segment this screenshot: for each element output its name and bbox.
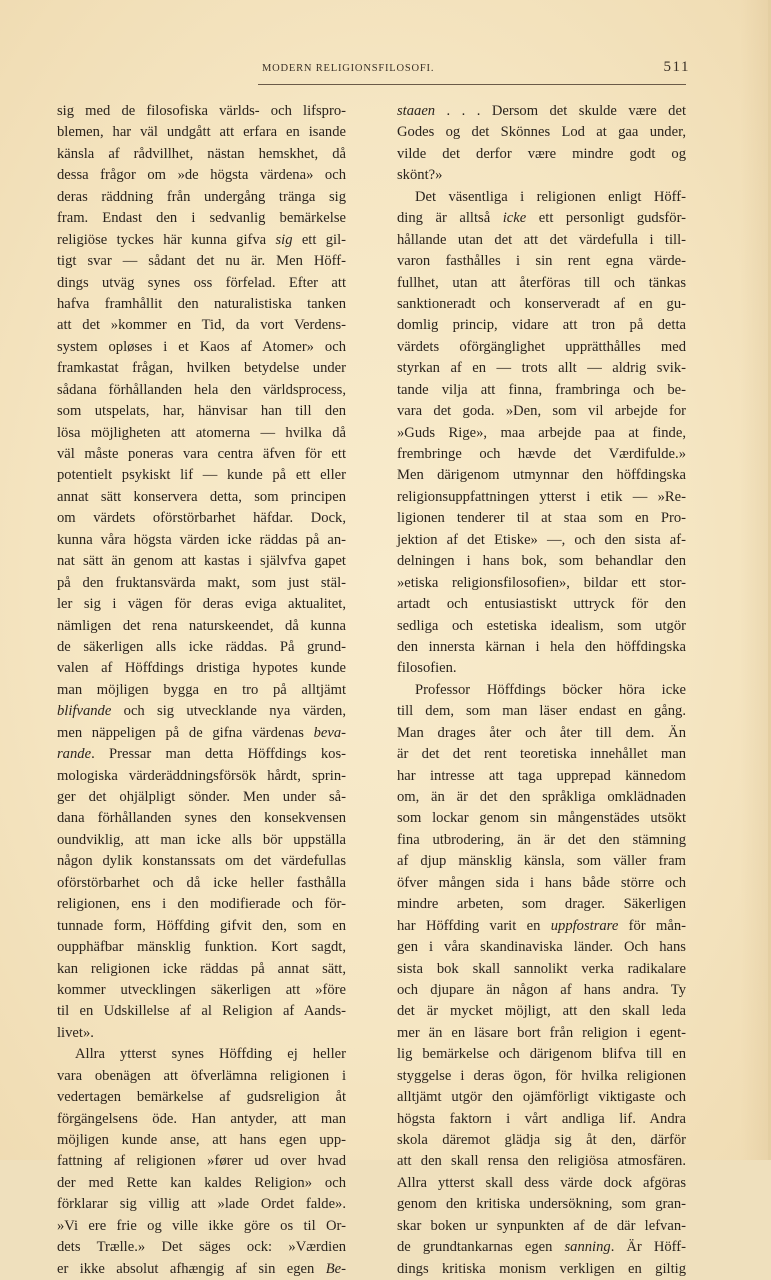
text-line — [57, 508, 346, 529]
text-run: fina utbrodering, än är det den stämning — [397, 831, 686, 848]
text-line — [397, 916, 686, 937]
text-run: nat sätt än genom att kastas i självfva gapet — [57, 553, 346, 570]
text-line — [397, 337, 686, 358]
text-line — [57, 1066, 346, 1087]
text-line — [397, 294, 686, 315]
text-run: att det »kommer en Tid, da vort Verdens- — [57, 317, 346, 334]
text-run: lig bemärkelse och därigenom blifva till en — [397, 1046, 686, 1063]
text-run: frembringe och hævde det Værdifulde.» — [397, 446, 686, 462]
text-line — [57, 251, 346, 272]
text-line — [397, 187, 686, 208]
text-line — [397, 530, 686, 551]
text-line — [397, 208, 686, 229]
text-run: framkastat frågan, hvilken betydelse under — [57, 360, 346, 377]
text-run: vara obenägen att öfverlämna religionen i — [57, 1067, 346, 1084]
text-line — [57, 573, 346, 594]
text-line — [57, 616, 346, 637]
text-run: Professor Höffdings böcker höra icke — [415, 681, 686, 698]
text-line — [57, 744, 346, 765]
text-line — [397, 465, 686, 486]
text-line — [397, 1109, 686, 1130]
text-run: oförstörbarhet och då icke heller fasthålla — [57, 874, 346, 891]
text-run: om, än är det den språkliga omklädnaden — [397, 789, 686, 805]
text-run: religiöse tyckes här kunna gifva — [57, 231, 276, 248]
text-run: ligionen tenderer til at staa som en Pro- — [397, 510, 686, 527]
text-line — [57, 701, 346, 722]
text-line — [397, 251, 686, 272]
text-line — [57, 916, 346, 937]
italic-run: beva- — [313, 724, 346, 741]
text-run: der med Rette kan kaldes Religion» och — [57, 1174, 346, 1191]
italic-run: blifvande — [57, 703, 112, 720]
text-line — [397, 122, 686, 143]
text-line — [57, 808, 346, 829]
running-title: MODERN RELIGIONSFILOSOFI. — [262, 63, 435, 74]
text-line — [57, 487, 346, 508]
text-run: men näppeligen på de gifna värdenas — [57, 724, 314, 741]
text-line — [57, 787, 346, 808]
text-run: Allra ytterst synes Höffding ej heller — [75, 1046, 346, 1063]
text-line — [57, 551, 346, 572]
text-run: öfver mången sida i hans både större och — [397, 874, 686, 891]
text-run: för mån- — [618, 917, 686, 934]
text-line — [57, 830, 346, 851]
text-line — [397, 937, 686, 958]
right-text-column — [397, 101, 686, 1280]
text-line — [57, 230, 346, 251]
text-line — [397, 1216, 686, 1237]
text-run: till dem, som man läser endast en gång. — [397, 703, 686, 720]
text-line — [397, 1044, 686, 1065]
text-line — [57, 444, 346, 465]
text-run: religionsuppfattningen ytterst i etik — »Re- — [397, 488, 686, 505]
text-run: vedertagen bemärkelse af gudsreligion åt — [57, 1089, 346, 1106]
text-line — [57, 144, 346, 165]
text-line — [397, 894, 686, 915]
text-run: af djup mänsklig känsla, som väller fram — [397, 853, 686, 870]
text-run: »etiska religionsfilosofien», bildar ett stor- — [397, 574, 686, 591]
text-run: skola däremot glädja sig åt den, därför — [397, 1132, 686, 1148]
text-line — [57, 187, 346, 208]
text-run: . Pressar man detta Höffdings kos- — [91, 746, 346, 763]
text-run: dessa frågor om »de högsta värdena» och — [57, 167, 346, 184]
italic-run: staaen — [397, 103, 436, 119]
text-line — [57, 358, 346, 379]
text-line — [57, 1259, 346, 1280]
text-line — [57, 294, 346, 315]
text-run: väl måste poneras vara centra äfven för ett — [57, 446, 346, 462]
text-line — [57, 401, 346, 422]
text-line — [57, 594, 346, 615]
text-run: gen i våra skandinaviska länder. Och hans — [397, 939, 686, 956]
text-line — [57, 980, 346, 1001]
text-line — [397, 1066, 686, 1087]
italic-run: icke — [502, 210, 527, 227]
text-run: möjligen kunde anse, att hans egen upp- — [57, 1132, 346, 1148]
text-run: skar boken ur synpunkten af de där lefvan- — [397, 1217, 686, 1234]
text-line — [397, 830, 686, 851]
text-line — [397, 358, 686, 379]
text-line — [397, 487, 686, 508]
text-line — [397, 1259, 686, 1280]
text-run: den innersta kärnan i hela den höffdingska — [397, 638, 686, 655]
text-line — [397, 165, 686, 186]
text-line — [397, 1151, 686, 1172]
italic-run: sanning — [564, 1239, 611, 1256]
text-line — [397, 573, 686, 594]
text-line — [397, 766, 686, 787]
italic-run: rande — [57, 746, 92, 763]
text-line — [397, 851, 686, 872]
text-run: ding är alltså — [397, 210, 503, 227]
text-run: har Höffding varit en — [397, 917, 551, 934]
text-run: . Är Höff- — [610, 1239, 687, 1256]
text-run: och djupare än någon af hans andra. Ty — [397, 981, 686, 998]
text-run: alltjämt utgör den ojämförligt viktigaste och — [397, 1089, 686, 1106]
text-line — [397, 873, 686, 894]
text-line — [397, 315, 686, 336]
text-run: dets Trælle.» Det säges ock: »Værdien — [57, 1239, 346, 1256]
text-line — [397, 144, 686, 165]
text-line — [397, 273, 686, 294]
text-run: »Vi ere frie og ville ikke göre os til Or- — [57, 1217, 346, 1234]
text-run: Man drages åter och åter till dem. Än — [397, 724, 686, 741]
text-run: sista bok skall sannolikt verka radikalare — [397, 960, 686, 977]
text-run: styrkan af en — trots allt — aldrig svik- — [397, 360, 686, 377]
text-line — [397, 444, 686, 465]
text-run: potentielt psykiskt lif — kunde på ett eller — [57, 467, 346, 484]
text-line — [397, 1001, 686, 1022]
text-line — [57, 337, 346, 358]
left-text-column — [57, 101, 346, 1280]
text-line — [57, 122, 346, 143]
text-line — [57, 723, 346, 744]
text-line — [397, 808, 686, 829]
text-run: ger det ohjälpligt sönder. Men under så- — [57, 789, 346, 805]
text-run: deras räddning från undergång tränga sig — [57, 188, 346, 205]
italic-run: sig — [275, 231, 293, 248]
text-run: varon fasthålles i sin rent egna värde- — [397, 253, 686, 270]
text-run: kommer utvecklingen säkerligen att »före — [57, 981, 346, 998]
text-run: tande vilja att finna, frambringa och be- — [397, 381, 686, 398]
text-line — [397, 230, 686, 251]
text-run: dings utväg synes oss förfelad. Efter att — [57, 274, 346, 291]
text-run: förgängelsens öde. Han antyder, att man — [57, 1110, 346, 1127]
text-run: någon dylik konstanssats om det värdefullas — [57, 853, 346, 870]
text-line — [57, 766, 346, 787]
text-run: genom den kritiska undersökning, som gran- — [397, 1196, 686, 1213]
text-line — [57, 1237, 346, 1258]
text-line — [57, 1194, 346, 1215]
text-line — [397, 787, 686, 808]
text-line — [57, 959, 346, 980]
text-line — [57, 423, 346, 444]
text-run: Det väsentliga i religionen enligt Höff- — [415, 188, 686, 205]
text-run: system opløses i et Kaos af Atomer» och — [57, 338, 346, 355]
text-line — [397, 744, 686, 765]
header-rule — [258, 84, 686, 85]
text-line — [397, 594, 686, 615]
text-line — [57, 658, 346, 679]
text-run: filosofien. — [397, 660, 457, 677]
text-line — [397, 616, 686, 637]
text-run: domlig princip, vidare att tron på detta — [397, 317, 686, 334]
text-line — [57, 530, 346, 551]
text-line — [397, 380, 686, 401]
text-line — [397, 723, 686, 744]
text-run: vilde det derfor være mindre godt og — [397, 145, 686, 162]
text-line — [397, 680, 686, 701]
text-line — [397, 637, 686, 658]
text-run: som lockar genom sin mångenstädes utsökt — [397, 810, 686, 827]
text-run: dana förhållanden synes den konsekvensen — [57, 810, 346, 827]
text-run: fram. Endast den i sedvanlig bemärkelse — [57, 210, 346, 227]
text-run: de grundtankarnas egen — [397, 1239, 565, 1256]
text-line — [57, 851, 346, 872]
text-run: sanktioneradt och konserveradt af en gu- — [397, 295, 686, 312]
text-run: tunnade form, Höffding gifvit den, som en — [57, 917, 346, 934]
text-run: annat sätt konservera detta, som principen — [57, 488, 346, 505]
text-run: »Guds Rige», maa arbejde paa at finde, — [397, 424, 686, 441]
text-run: hafva framhållit den naturalistiska tanken — [57, 295, 346, 312]
text-run: som utspelats, har, hänvisar han till den — [57, 403, 346, 420]
text-run: på den fruktansvärda makt, som just stäl- — [57, 574, 346, 591]
text-run: mindre arbeten, som drager. Säkerligen — [397, 896, 686, 913]
italic-run: Be- — [325, 1260, 346, 1277]
text-line — [397, 101, 686, 122]
text-run: hållande utan det att det värdefulla i till- — [397, 231, 686, 248]
text-line — [57, 637, 346, 658]
text-run: blemen, har väl undgått att erfara en isande — [57, 124, 346, 141]
text-run: jektion af det Etiske» —, och den sista af- — [397, 531, 686, 548]
text-run: och sig utvecklande nya värden, — [111, 703, 346, 720]
text-run: tigt svar — sådant det nu är. Men Höff- — [57, 253, 346, 270]
text-line — [57, 465, 346, 486]
text-line — [397, 959, 686, 980]
text-line — [57, 1130, 346, 1151]
text-line — [57, 165, 346, 186]
text-line — [57, 315, 346, 336]
text-line — [397, 1130, 686, 1151]
page-header — [262, 59, 690, 82]
text-line — [57, 1044, 346, 1065]
text-run: de säkerligen alls icke räddas. På grund- — [57, 638, 346, 655]
text-line — [57, 1151, 346, 1172]
text-line — [57, 937, 346, 958]
text-run: kunna våra högsta värden icke räddas på an- — [57, 531, 346, 548]
text-line — [397, 401, 686, 422]
text-run: til en Udskillelse af al Religion af Aands- — [57, 1003, 346, 1020]
text-line — [57, 1001, 346, 1022]
text-line — [397, 1237, 686, 1258]
text-line — [57, 101, 346, 122]
text-line — [57, 894, 346, 915]
text-line — [397, 980, 686, 1001]
text-line — [57, 680, 346, 701]
text-run: ler sig i vägen för deras eviga aktualitet, — [57, 596, 346, 613]
text-run: det är mycket möjligt, att den skall leda — [397, 1003, 686, 1020]
text-run: nämligen det rena naturskeendet, då kunna — [57, 617, 346, 634]
text-run: är det det rent teoretiska innehållet man — [397, 746, 686, 763]
text-run: fattning af religionen »fører ud over hvad — [57, 1153, 346, 1170]
text-run: skönt?» — [397, 167, 443, 184]
text-line — [57, 1109, 346, 1130]
text-run: fullhet, utan att återföras till och tänkas — [397, 274, 686, 291]
italic-run: uppfostrare — [550, 917, 619, 934]
text-run: delningen i hans bok, som behandlar den — [397, 553, 686, 570]
text-line — [57, 273, 346, 294]
text-run: högsta faktorn i vårt andliga lif. Andra — [397, 1110, 686, 1127]
text-run: sedliga och estetiska idealism, som utgör — [397, 617, 686, 634]
text-run: om värdets oförstörbarhet häfdar. Dock, — [57, 510, 346, 527]
text-run: oupphäfbar mänsklig funktion. Kort sagdt, — [57, 939, 346, 956]
text-run: Men därigenom utmynnar den höffdingska — [397, 467, 686, 484]
text-line — [57, 1087, 346, 1108]
text-run: vara det goda. »Den, som vil arbejde for — [397, 403, 686, 420]
text-run: förklarar sig villig att »lade Ordet falde». — [57, 1196, 346, 1213]
text-line — [397, 508, 686, 529]
text-run: ett personligt gudsför- — [526, 210, 686, 227]
text-run: Godes og det Skönnes Lod at gaa under, — [397, 124, 686, 141]
text-run: styggelse i deras ögon, för hvilka religionen — [397, 1067, 686, 1084]
text-run: man möjligen bygga en tro på alltjämt — [57, 681, 346, 698]
text-run: mologiska värderäddningsförsök hårdt, sprin- — [57, 767, 346, 784]
text-line — [397, 551, 686, 572]
text-line — [57, 873, 346, 894]
text-run: sådana förhållanden hela den världsprocess, — [57, 381, 346, 398]
text-run: er ikke absolut afhængig af sin egen — [57, 1260, 326, 1277]
text-run: lösa möjligheten att atomerna — hvilka då — [57, 424, 346, 441]
text-line — [397, 1194, 686, 1215]
text-line — [397, 1173, 686, 1194]
text-run: artadt och entusiastiskt uttryck för den — [397, 596, 686, 613]
text-run: mer än en läsare bort från religion i egent- — [397, 1024, 686, 1041]
text-line — [57, 380, 346, 401]
text-line — [397, 423, 686, 444]
text-line — [57, 1173, 346, 1194]
text-run: ett gil- — [292, 231, 347, 248]
text-run: Allra ytterst skall dess värde dock afgöras — [397, 1174, 686, 1191]
text-run: sig med de filosofiska världs- och lifspro- — [57, 103, 346, 119]
text-run: dings kritiska monism verkligen en giltig — [397, 1260, 686, 1277]
text-line — [57, 1023, 346, 1044]
text-run: känsla af rådvillhet, nästan hemskhet, då — [57, 145, 346, 162]
text-run: oundviklig, att man icke alls bör uppställa — [57, 831, 346, 848]
text-line — [397, 701, 686, 722]
text-run: valen af Höffdings dristiga hypotes kunde — [57, 660, 346, 677]
page-edge-shadow — [740, 0, 768, 1160]
text-line — [57, 208, 346, 229]
text-line — [397, 1087, 686, 1108]
text-line — [397, 1023, 686, 1044]
text-run: religionen, ens i den modifierade och för- — [57, 896, 346, 913]
text-line — [397, 658, 686, 679]
text-run: att den skall rensa den religiösa atmosfären. — [397, 1153, 686, 1170]
text-line — [57, 1216, 346, 1237]
text-run: värdets oförgänglighet upprätthålles med — [397, 338, 686, 355]
text-run: livet». — [57, 1024, 94, 1041]
text-run: kan religionen icke räddas på annat sätt, — [57, 960, 346, 977]
text-run: . . . Dersom det skulde være det — [435, 103, 686, 119]
text-run: har intresse att taga upprepad kännedom — [397, 767, 686, 784]
page-number: 511 — [663, 59, 690, 75]
